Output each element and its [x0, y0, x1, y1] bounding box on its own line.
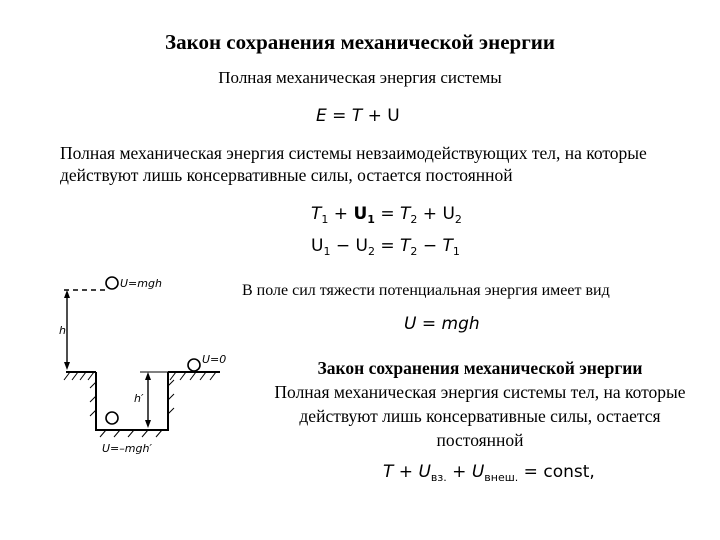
formula-gravity: U = mgh: [404, 314, 480, 334]
ball-bottom: [106, 412, 118, 424]
ground-hatch-left: [64, 372, 94, 380]
formula-conservation-sum: $T_1 + U_1 = T_2 + U_2$: [311, 204, 462, 226]
height-arrow-head-down: [64, 362, 70, 370]
ground-hatch-right: [170, 372, 216, 380]
law-title: Закон сохранения механической энергии: [317, 358, 643, 378]
formula-conservation-diff: $U_1 - U_2 = T_2 - T_1$: [311, 236, 460, 258]
label-bottom-energy: U=–mgh′: [102, 442, 152, 455]
ball-ground: [188, 359, 200, 371]
gravity-paragraph: В поле сил тяжести потенциальная энергия имеет вид: [242, 282, 610, 299]
formula-total-energy: E = T + U: [316, 106, 400, 126]
conservation-paragraph: Полная механическая энергия системы невзаимодействующих тел, на которые действуют лишь консервативные силы, остается постоянной: [60, 143, 647, 185]
label-top-energy: U=mgh: [120, 277, 162, 290]
law-body: Полная механическая энергия системы тел, на которые действуют лишь консервативные силы, остается постоянной: [274, 382, 686, 450]
label-ground-energy: U=0: [202, 353, 227, 366]
label-h-prime: h′: [134, 392, 144, 405]
potential-energy-diagram: [50, 262, 250, 462]
depth-arrow-head-down: [145, 420, 151, 428]
pit-hatch: [90, 380, 174, 437]
depth-arrow-head-up: [145, 372, 151, 380]
slide-title: Закон сохранения механической энергии: [165, 30, 555, 54]
ball-top: [106, 277, 118, 289]
slide-subtitle: Полная механическая энергия системы: [218, 68, 502, 87]
formula-const: $T + U_{вз.} + U_{внеш.}$ = const,: [383, 462, 595, 484]
height-arrow-head-up: [64, 290, 70, 298]
label-h: h: [59, 324, 66, 337]
law-block: [272, 356, 688, 452]
